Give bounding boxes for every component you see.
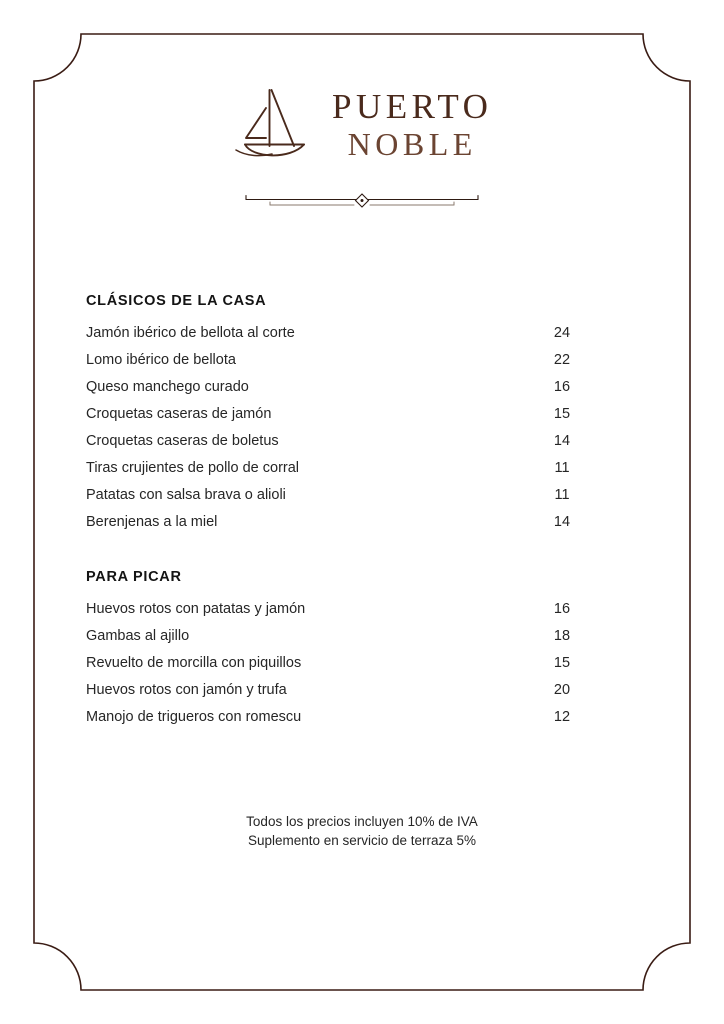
menu-item-price: 16 [553, 379, 571, 395]
menu-item-row[interactable] [86, 509, 638, 536]
menu-sections [86, 292, 638, 731]
section-title: CLÁSICOS DE LA CASA [86, 293, 267, 309]
menu-item-name: Patatas con salsa brava o alioli [86, 487, 286, 503]
menu-item-row[interactable] [86, 650, 638, 677]
menu-section [86, 292, 638, 536]
menu-item-price: 11 [554, 460, 570, 476]
menu-item-price: 20 [553, 682, 571, 698]
brand-name-line-1: PUERTO [332, 87, 493, 126]
menu-item-name: Gambas al ajillo [86, 628, 190, 644]
menu-footer-notes [0, 812, 724, 850]
menu-item-row[interactable] [86, 677, 638, 704]
menu-item-price: 14 [553, 514, 571, 530]
menu-item-name: Huevos rotos con patatas y jamón [86, 601, 306, 617]
menu-item-name: Huevos rotos con jamón y trufa [86, 682, 287, 698]
menu-item-name: Queso manchego curado [86, 379, 249, 395]
menu-item-row[interactable] [86, 428, 638, 455]
menu-item-price: 11 [554, 487, 570, 503]
brand-lockup [0, 84, 724, 164]
footer-note-tax: Todos los precios incluyen 10% de IVA [246, 814, 478, 829]
menu-item-name: Revuelto de morcilla con piquillos [86, 655, 302, 671]
menu-item-row[interactable] [86, 455, 638, 482]
menu-item-price: 22 [553, 352, 571, 368]
menu-item-row[interactable] [86, 320, 638, 347]
menu-item-price: 16 [553, 601, 571, 617]
menu-item-price: 15 [553, 406, 571, 422]
menu-item-name: Lomo ibérico de bellota [86, 352, 236, 368]
menu-item-row[interactable] [86, 704, 638, 731]
brand-wordmark [328, 84, 493, 162]
menu-item-price: 18 [553, 628, 571, 644]
menu-item-price: 15 [553, 655, 571, 671]
menu-item-row[interactable] [86, 374, 638, 401]
menu-item-name: Berenjenas a la miel [86, 514, 218, 530]
menu-item-row[interactable] [86, 596, 638, 623]
menu-item-name: Croquetas caseras de jamón [86, 406, 272, 422]
section-title: PARA PICAR [86, 569, 182, 585]
menu-item-row[interactable] [86, 482, 638, 509]
menu-item-price: 12 [553, 709, 571, 725]
menu-header [0, 84, 724, 164]
menu-item-name: Croquetas caseras de boletus [86, 433, 279, 449]
menu-section [86, 568, 638, 731]
menu-item-name: Jamón ibérico de bellota al corte [86, 325, 295, 341]
menu-item-price: 24 [553, 325, 571, 341]
menu-item-row[interactable] [86, 401, 638, 428]
menu-item-name: Tiras crujientes de pollo de corral [86, 460, 300, 476]
menu-item-price: 14 [553, 433, 571, 449]
diamond-divider-ornament [244, 190, 480, 212]
footer-note-terrace: Suplemento en servicio de terraza 5% [247, 833, 477, 848]
brand-name-line-2: NOBLE [347, 126, 477, 162]
menu-item-row[interactable] [86, 623, 638, 650]
menu-item-row[interactable] [86, 347, 638, 374]
sailboat-icon [232, 86, 314, 164]
menu-item-name: Manojo de trigueros con romescu [86, 709, 302, 725]
